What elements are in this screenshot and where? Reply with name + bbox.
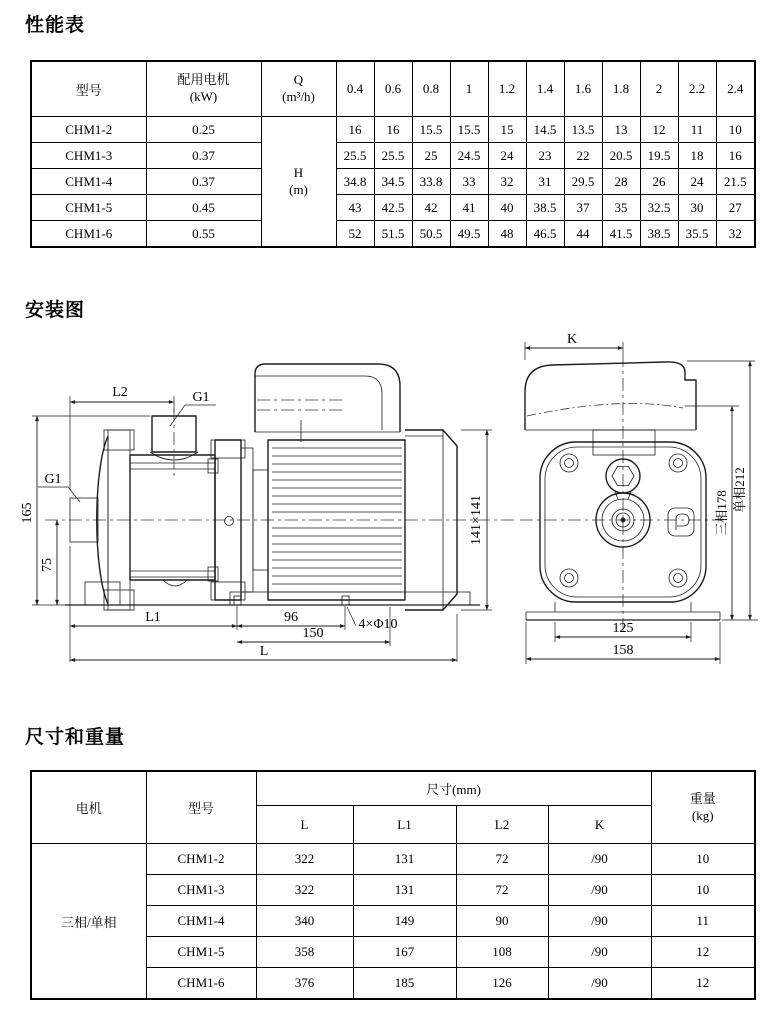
side-view-dimensions (20, 385, 492, 662)
power-cell: 0.45 (146, 195, 261, 221)
head-value-cell: 31 (526, 169, 564, 195)
weight-header-line1: 重量 (689, 790, 716, 806)
flow-header-line1: Q (293, 72, 304, 88)
motor-header (146, 61, 261, 117)
dim-label-l: L (259, 644, 269, 659)
head-value-cell: 35.5 (678, 221, 716, 248)
performance-row (31, 117, 755, 143)
size-cell: 322 (256, 875, 353, 906)
flow-value-header: 1 (450, 61, 488, 117)
head-value-cell: 15 (488, 117, 526, 143)
size-cell: 322 (256, 844, 353, 875)
size-col-header-l: L (256, 806, 353, 844)
performance-row (31, 221, 755, 248)
end-view-dimensions (525, 332, 758, 664)
head-value-cell: 42 (412, 195, 450, 221)
head-value-cell: 19.5 (640, 143, 678, 169)
power-cell: 0.37 (146, 143, 261, 169)
size-cell: 131 (353, 844, 456, 875)
head-value-cell: 24.5 (450, 143, 488, 169)
head-value-cell: 15.5 (412, 117, 450, 143)
dim-label-141x141: 141×141 (469, 495, 484, 545)
model-header: 型号 (146, 771, 256, 844)
model-cell: CHM1-2 (146, 844, 256, 875)
dim-label-150: 150 (302, 626, 324, 641)
model-cell: CHM1-5 (31, 195, 146, 221)
head-value-cell: 49.5 (450, 221, 488, 248)
head-value-cell: 44 (564, 221, 602, 248)
head-value-cell: 27 (716, 195, 755, 221)
head-value-cell: 29.5 (564, 169, 602, 195)
dim-label-g1-left: G1 (44, 472, 62, 487)
flow-value-header: 2 (640, 61, 678, 117)
head-value-cell: 51.5 (374, 221, 412, 248)
size-cell: 90 (456, 906, 548, 937)
head-value-cell: 16 (716, 143, 755, 169)
weight-cell: 10 (651, 844, 755, 875)
head-value-cell: 38.5 (640, 221, 678, 248)
motor-header: 电机 (31, 771, 146, 844)
model-header: 型号 (31, 61, 146, 117)
size-cell: 72 (456, 875, 548, 906)
head-value-cell: 25 (412, 143, 450, 169)
dimension-row (31, 844, 755, 875)
model-cell: CHM1-6 (31, 221, 146, 248)
weight-cell: 12 (651, 937, 755, 968)
size-header: 尺寸(mm) (256, 771, 651, 806)
head-value-cell: 14.5 (526, 117, 564, 143)
head-value-cell: 16 (336, 117, 374, 143)
weight-header (651, 771, 755, 844)
head-value-cell: 32.5 (640, 195, 678, 221)
dim-label-k: K (566, 332, 578, 347)
head-value-cell: 13 (602, 117, 640, 143)
size-col-header-k: K (548, 806, 651, 844)
dim-label-holes: 4×Φ10 (358, 617, 398, 632)
dim-label-l2: L2 (112, 385, 128, 400)
flow-value-header: 1.8 (602, 61, 640, 117)
performance-row (31, 195, 755, 221)
size-cell: /90 (548, 875, 651, 906)
head-value-cell: 20.5 (602, 143, 640, 169)
head-value-cell: 28 (602, 169, 640, 195)
size-cell: 72 (456, 844, 548, 875)
size-col-header-l2: L2 (456, 806, 548, 844)
head-value-cell: 22 (564, 143, 602, 169)
size-cell: /90 (548, 906, 651, 937)
installation-diagram (20, 330, 760, 690)
brand-logo (668, 508, 694, 536)
flow-value-header: 0.6 (374, 61, 412, 117)
head-value-cell: 11 (678, 117, 716, 143)
size-cell: 185 (353, 968, 456, 1000)
head-value-cell: 12 (640, 117, 678, 143)
size-cell: 149 (353, 906, 456, 937)
head-unit-line1: H (293, 164, 304, 180)
dim-label-three-phase-178: 三相178 (714, 490, 729, 536)
dim-label-75: 75 (40, 558, 55, 572)
flow-header-line2: (m³/h) (282, 89, 315, 104)
model-cell: CHM1-5 (146, 937, 256, 968)
model-cell: CHM1-6 (146, 968, 256, 1000)
dimension-section-title: 尺寸和重量 (25, 727, 126, 748)
head-value-cell: 32 (488, 169, 526, 195)
dim-label-165: 165 (20, 502, 35, 524)
head-value-cell: 41 (450, 195, 488, 221)
head-value-cell: 38.5 (526, 195, 564, 221)
flow-value-header: 2.4 (716, 61, 755, 117)
flow-header (261, 61, 336, 117)
head-value-cell: 21.5 (716, 169, 755, 195)
head-value-cell: 24 (488, 143, 526, 169)
head-unit-cell (261, 117, 336, 248)
head-value-cell: 42.5 (374, 195, 412, 221)
dim-label-96: 96 (284, 610, 298, 625)
head-value-cell: 43 (336, 195, 374, 221)
size-cell: 108 (456, 937, 548, 968)
head-unit-line2: (m) (289, 181, 308, 197)
size-cell: 358 (256, 937, 353, 968)
size-cell: /90 (548, 844, 651, 875)
head-value-cell: 25.5 (336, 143, 374, 169)
performance-table (30, 60, 756, 248)
size-col-header-l1: L1 (353, 806, 456, 844)
model-cell: CHM1-4 (146, 906, 256, 937)
side-view (45, 364, 518, 610)
size-cell: 167 (353, 937, 456, 968)
head-value-cell: 50.5 (412, 221, 450, 248)
head-value-cell: 32 (716, 221, 755, 248)
power-cell: 0.25 (146, 117, 261, 143)
performance-row (31, 169, 755, 195)
power-cell: 0.37 (146, 169, 261, 195)
weight-cell: 11 (651, 906, 755, 937)
head-value-cell: 26 (640, 169, 678, 195)
head-value-cell: 46.5 (526, 221, 564, 248)
flow-value-header: 2.2 (678, 61, 716, 117)
dim-label-158: 158 (612, 643, 634, 658)
model-cell: CHM1-4 (31, 169, 146, 195)
flow-value-header: 0.4 (336, 61, 374, 117)
model-cell: CHM1-3 (31, 143, 146, 169)
weight-header-line2: (kg) (691, 807, 714, 823)
head-value-cell: 41.5 (602, 221, 640, 248)
model-cell: CHM1-2 (31, 117, 146, 143)
flow-value-header: 1.4 (526, 61, 564, 117)
head-value-cell: 10 (716, 117, 755, 143)
head-value-cell: 37 (564, 195, 602, 221)
performance-header-row (31, 61, 755, 117)
performance-row (31, 143, 755, 169)
size-cell: /90 (548, 968, 651, 1000)
dimension-header-row-1 (31, 771, 755, 806)
motor-header-line1: 配用电机 (177, 72, 230, 88)
power-cell: 0.55 (146, 221, 261, 248)
size-cell: 376 (256, 968, 353, 1000)
flow-value-header: 1.2 (488, 61, 526, 117)
motor-header-line2: (kW) (189, 89, 218, 104)
size-cell: /90 (548, 937, 651, 968)
head-value-cell: 34.5 (374, 169, 412, 195)
head-value-cell: 25.5 (374, 143, 412, 169)
size-cell: 131 (353, 875, 456, 906)
head-value-cell: 15.5 (450, 117, 488, 143)
head-value-cell: 52 (336, 221, 374, 248)
performance-section-title: 性能表 (25, 15, 86, 36)
head-value-cell: 30 (678, 195, 716, 221)
weight-cell: 12 (651, 968, 755, 1000)
size-cell: 126 (456, 968, 548, 1000)
end-view (520, 354, 723, 632)
head-value-cell: 16 (374, 117, 412, 143)
head-value-cell: 33 (450, 169, 488, 195)
head-value-cell: 34.8 (336, 169, 374, 195)
dim-label-single-phase-212: 单相212 (732, 467, 747, 513)
weight-cell: 10 (651, 875, 755, 906)
head-value-cell: 23 (526, 143, 564, 169)
installation-section-title: 安装图 (25, 300, 86, 321)
dim-label-l1: L1 (145, 610, 161, 625)
head-value-cell: 24 (678, 169, 716, 195)
size-cell: 340 (256, 906, 353, 937)
head-value-cell: 40 (488, 195, 526, 221)
flow-value-header: 1.6 (564, 61, 602, 117)
head-value-cell: 13.5 (564, 117, 602, 143)
motor-type-cell: 三相/单相 (31, 844, 146, 1000)
model-cell: CHM1-3 (146, 875, 256, 906)
dimension-table (30, 770, 756, 1000)
dim-label-g1-top: G1 (192, 390, 210, 405)
head-value-cell: 18 (678, 143, 716, 169)
head-value-cell: 33.8 (412, 169, 450, 195)
flow-value-header: 0.8 (412, 61, 450, 117)
head-value-cell: 35 (602, 195, 640, 221)
head-value-cell: 48 (488, 221, 526, 248)
dim-label-125: 125 (612, 621, 634, 636)
